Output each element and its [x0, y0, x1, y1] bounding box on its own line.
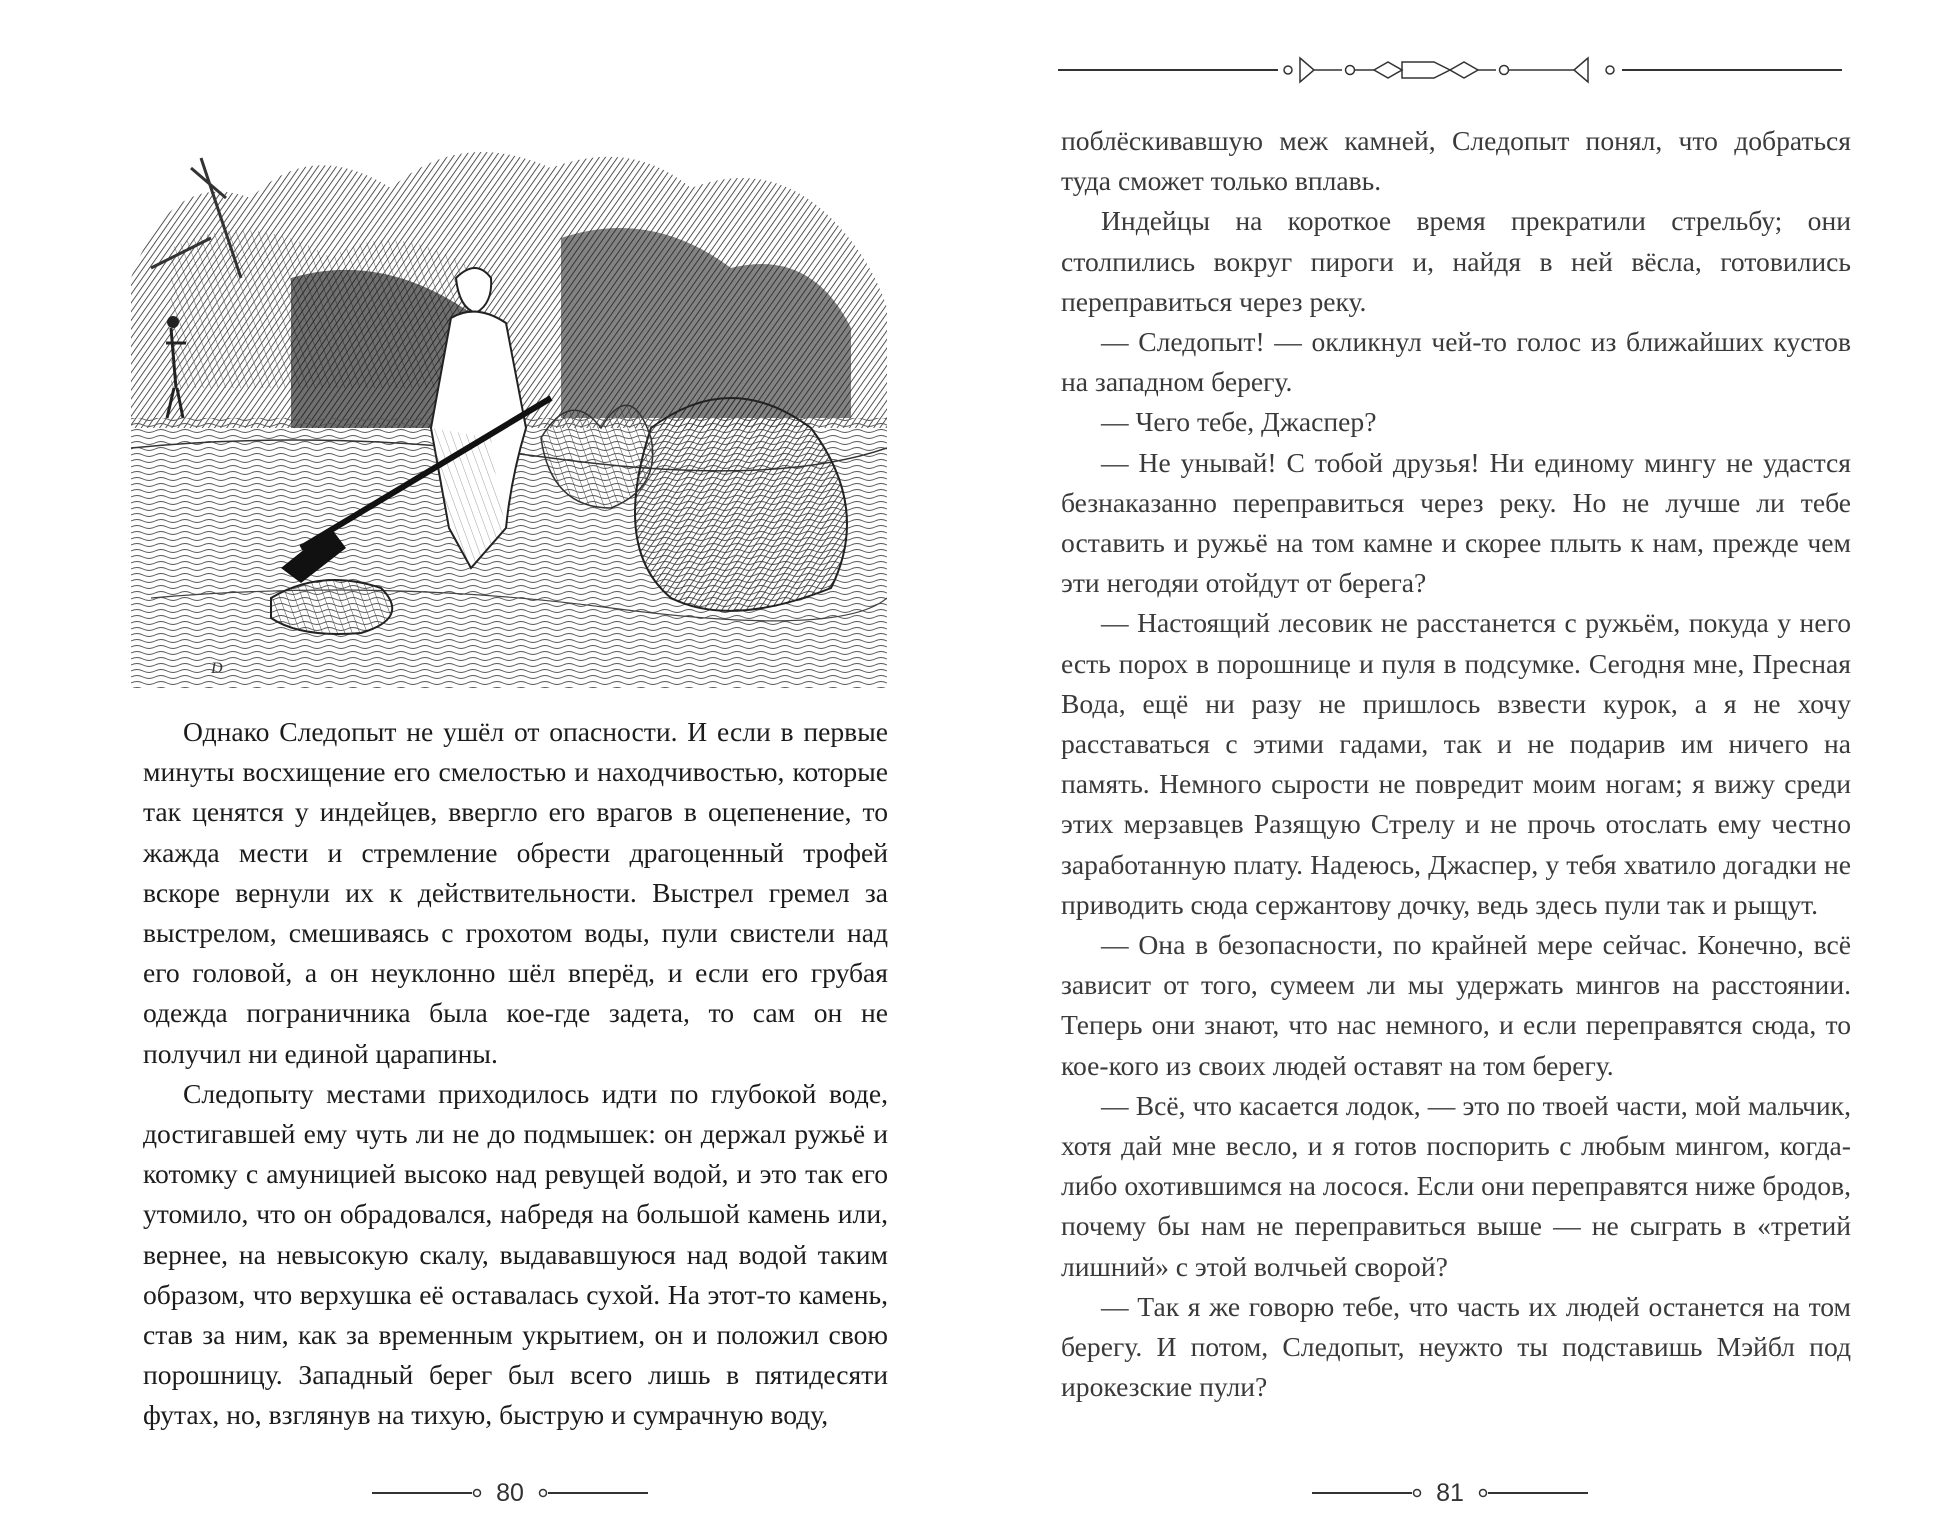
folio-rule-right-icon	[1476, 1486, 1588, 1500]
engraving-illustration	[131, 128, 887, 688]
paragraph: Однако Следопыт не ушёл от опасности. И если в первые минуты восхищение его смелостью и находчивостью, которые так ценятся у индейцев, ввергло его врагов в оцепенение, то жажда мести и стремление обрести драгоценный трофей вскоре вернули их к действительности. Выстрел гремел за выстрелом, смешиваясь с грохотом воды, пули свистели над его головой, а он неуклонно шёл вперёд, и если его грубая одежда пограничника была кое-где задета, то сам он не получил ни единой царапины.	[143, 716, 888, 1069]
paragraph: — Следопыт! — окликнул чей-то голос из ближайших кустов на западном берегу.	[1061, 326, 1851, 398]
paragraph: — Так я же говорю тебе, что часть их людей останется на том берегу. И потом, Следопыт, неужто ты подставишь Мэйбл под ирокезские пули?	[1061, 1290, 1851, 1403]
right-page-folio	[1280, 1478, 1620, 1508]
paragraph: — Всё, что касается лодок, — это по твоей части, мой мальчик, хотя дай мне весло, и я готов поспорить с любым мингом, когда-либо охотившимся на лосося. Если они переправятся ниже бродов, почему бы нам не переправиться выше — не сыграть в «третий лишний» с этой волчьей сворой?	[1061, 1089, 1851, 1282]
paragraph-continuation: поблёскивавшую меж камней, Следопыт понял, что добраться туда сможет только вплавь.	[1061, 125, 1851, 197]
paragraph: — Настоящий лесовик не расстанется с ружьём, покуда у него есть порох в порошнице и пуля в подсумке. Сегодня мне, Пресная Вода, ещё ни разу не пришлось взвести курок, а я не хочу расставаться с этими гадами, так и не подарив им ничего на память. Немного сырости не повредит моим ногам; я вижу среди этих мерзавцев Разящую Стрелу и не прочь отослать ему честно заработанную плату. Надеюсь, Джаспер, у тебя хватило догадки не приводить сюда сержантову дочку, ведь здесь пули так и рыщут.	[1061, 607, 1851, 920]
left-page-folio	[340, 1478, 680, 1508]
illustration-signature: D	[211, 660, 223, 677]
folio-rule-right-icon	[536, 1486, 648, 1500]
engraving-image	[131, 128, 887, 688]
left-page	[0, 0, 960, 1538]
paragraph: — Она в безопасности, по крайней мере сейчас. Конечно, всё зависит от того, сумеем ли мы удержать мингов на расстоянии. Теперь они знают, что нас немного, и если переправятся сюда, то кое-кого из своих людей оставят на том берегу.	[1061, 929, 1851, 1081]
left-page-text	[143, 712, 888, 1436]
header-ornament-icon	[1058, 50, 1842, 90]
paragraph: — Не унывай! С тобой друзья! Ни единому мингу не удастся безнаказанно переправиться через реку. Но не лучше ли тебе оставить и ружьё на том камне и скорее плыть к нам, прежде чем эти негодяи отойдут от берега?	[1061, 446, 1851, 599]
folio-rule-left-icon	[372, 1486, 484, 1500]
right-page-text	[1061, 121, 1851, 1408]
right-page	[1016, 0, 1942, 1538]
page-number: 81	[1436, 1478, 1464, 1507]
paragraph: — Чего тебе, Джаспер?	[1101, 406, 1377, 438]
page-number: 80	[496, 1478, 524, 1507]
paragraph: Индейцы на короткое время прекратили стрельбу; они столпились вокруг пироги и, найдя в ней вёсла, готовились переправиться через реку.	[1061, 205, 1851, 317]
folio-rule-left-icon	[1312, 1486, 1424, 1500]
paragraph: Следопыту местами приходилось идти по глубокой воде, достигавшей ему чуть ли не до подмышек: он держал ружьё и котомку с амуницией высоко над ревущей водой, и это так его утомило, что он обрадовался, набредя на большой камень или, вернее, на невысокую скалу, выдававшуюся над водой таким образом, что верхушка её оставалась сухой. На этот-то камень, став за ним, как за временным укрытием, он и положил свою порошницу. Западный берег был всего лишь в пятидесяти футах, но, взглянув на тихую, быструю и сумрачную воду,	[143, 1077, 888, 1431]
